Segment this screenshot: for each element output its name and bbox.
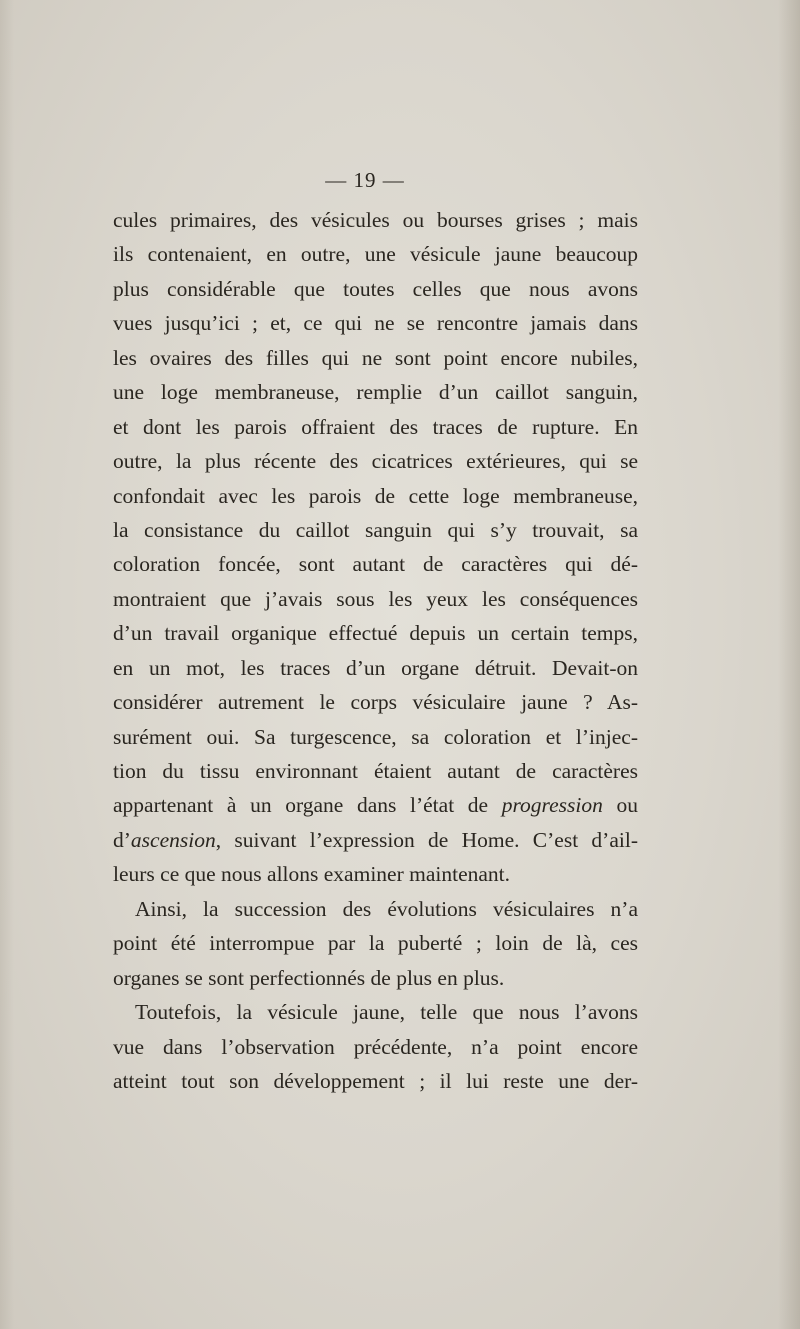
text-line-ascension: d’ascension, suivant l’expression de Home. C’est d’ail-	[113, 827, 638, 852]
text-line: en un mot, les traces d’un organe détruit. Devait-on	[113, 655, 638, 680]
text-line: ils contenaient, en outre, une vésicule jaune beaucoup	[113, 242, 638, 267]
text-line: leurs ce que nous allons examiner maintenant.	[113, 862, 511, 887]
body-text	[113, 203, 638, 1098]
page-number: — 19 —	[325, 168, 405, 192]
text-line: coloration foncée, sont autant de caractères qui dé-	[113, 552, 638, 577]
italic-term: ascension	[130, 827, 216, 852]
text-line: confondait avec les parois de cette loge membraneuse,	[113, 483, 638, 508]
text-line: la consistance du caillot sanguin qui s’y trouvait, sa	[113, 517, 638, 542]
text-line: organes se sont perfectionnés de plus en plus.	[113, 965, 505, 990]
text-line: montraient que j’avais sous les yeux les conséquences	[113, 586, 638, 611]
text-line: surément oui. Sa turgescence, sa coloration et l’injec-	[113, 724, 638, 749]
page-left-shadow	[0, 0, 14, 1329]
paragraph-start: Ainsi, la succession des évolutions vésiculaires n’a	[135, 896, 638, 921]
text-line-progression: appartenant à un organe dans l’état de progression ou	[113, 793, 638, 818]
text-line: vue dans l’observation précédente, n’a point encore	[113, 1034, 638, 1059]
text-line: tion du tissu environnant étaient autant de caractères	[113, 759, 638, 783]
text-line: d’un travail organique effectué depuis un certain temps,	[113, 621, 638, 646]
text-line: et dont les parois offraient des traces de rupture. En	[113, 414, 638, 439]
paragraph-start: Toutefois, la vésicule jaune, telle que nous l’avons	[135, 1000, 638, 1025]
text-line: plus considérable que toutes celles que nous avons	[113, 276, 638, 301]
text-line: outre, la plus récente des cicatrices extérieures, qui se	[113, 449, 638, 474]
text-line: atteint tout son développement ; il lui reste une der-	[113, 1068, 638, 1093]
text-line: une loge membraneuse, remplie d’un caillot sanguin,	[113, 380, 638, 405]
page-edge-shadow	[778, 0, 800, 1329]
italic-term: progression	[501, 793, 603, 818]
text-line: les ovaires des filles qui ne sont point encore nubiles,	[113, 345, 638, 370]
text-line: considérer autrement le corps vésiculaire jaune ? As-	[113, 690, 638, 715]
text-line: vues jusqu’ici ; et, ce qui ne se rencontre jamais dans	[113, 311, 638, 336]
text-line: point été interrompue par la puberté ; loin de là, ces	[113, 931, 638, 956]
text-line: cules primaires, des vésicules ou bourses grises ; mais	[113, 208, 638, 232]
